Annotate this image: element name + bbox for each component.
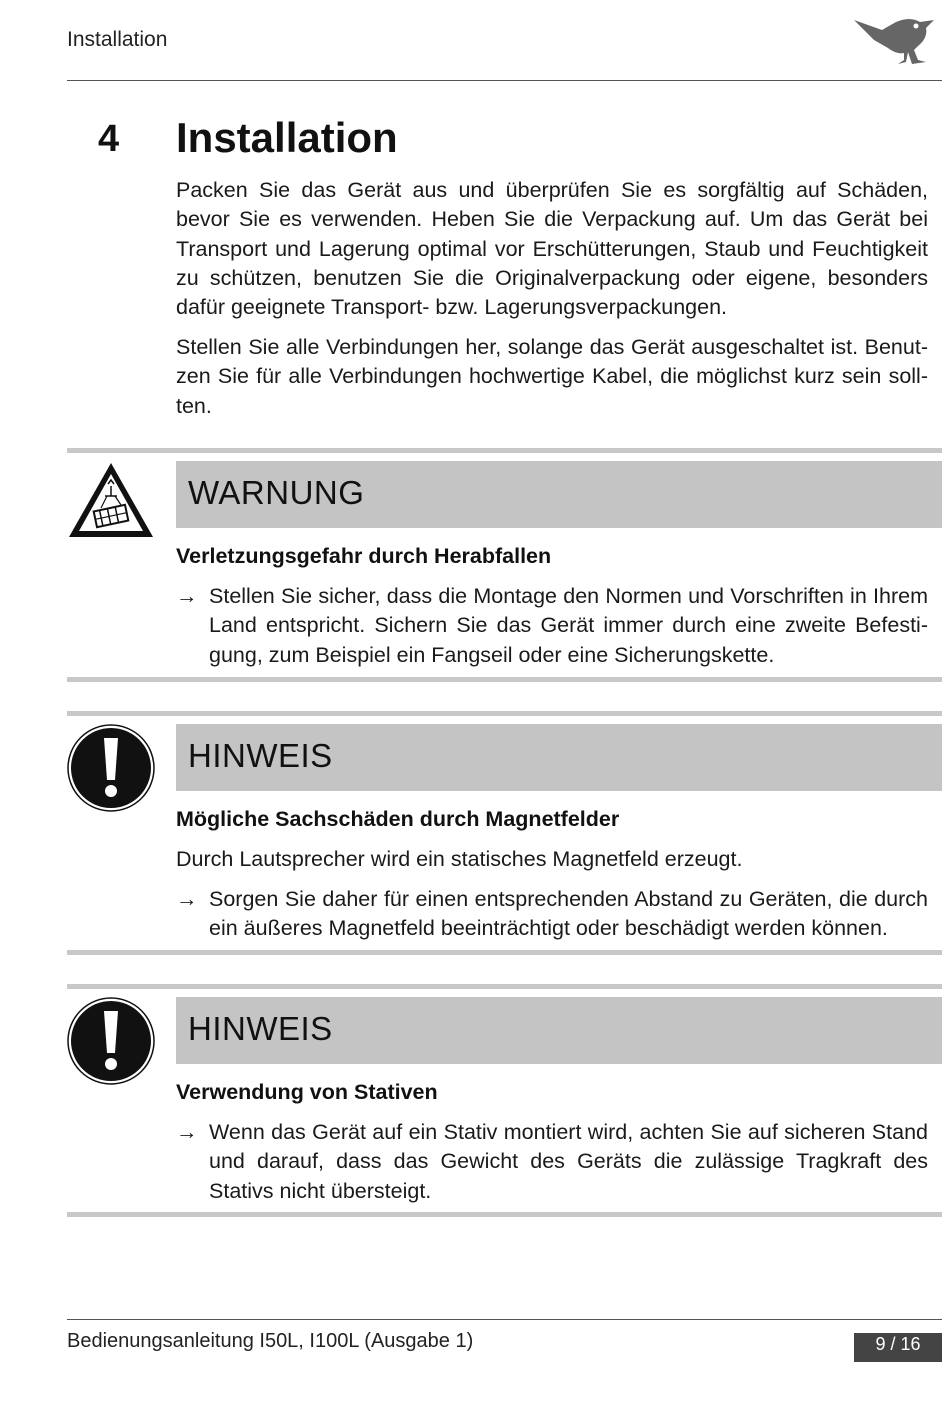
notice1-signal-bar xyxy=(176,724,942,791)
intro-paragraph-1: Packen Sie das Gerät aus und überprüfen Sie es sorgfältig auf Schäden, bevor Sie es verwenden. Heben Sie die Verpackung auf. Um das Gerät bei Transport und Lagerung optimal vor Erschütterungen, Staub und Feuchtigkeit zu schützen, benutzen Sie die Originalverpackung oder eigene, besonders dafür geeignete Transport- bzw. Lagerungsverpackungen. xyxy=(176,178,928,320)
arrow-right-icon: → xyxy=(176,584,198,608)
notice2-bullet-text: Wenn das Gerät auf ein Stativ montiert wird, achten Sie auf sicheren Stand und darauf, dass das Gewicht des Geräts die zulässige Tragkraft des Stativs nicht übersteigt. xyxy=(209,1120,928,1203)
footer-rule xyxy=(67,1319,942,1320)
page-number: 9 / 16 xyxy=(854,1333,942,1362)
falling-load-warning-icon xyxy=(67,460,155,540)
notice1-bullet-text: Sorgen Sie daher für einen entsprechenden Abstand zu Geräten, die durch ein äußeres Magnetfeld beeinträchtigt oder beschädigt werden können. xyxy=(209,887,928,941)
notice2-top-rule xyxy=(67,984,942,989)
notice1-bullet xyxy=(176,885,928,944)
notice1-bottom-rule xyxy=(67,950,942,955)
notice2-signal-word: HINWEIS xyxy=(188,1010,333,1047)
footer-manual-title: Bedienungsanleitung I50L, I100L (Ausgabe 1) xyxy=(67,1330,474,1352)
notice1-heading: Mögliche Sachschäden durch Magnetfelder xyxy=(176,807,620,831)
exclamation-notice-icon xyxy=(67,997,155,1085)
running-header: Installation xyxy=(67,28,168,51)
chapter-title: Installation xyxy=(176,114,398,161)
intro-paragraph-2: Stellen Sie alle Verbindungen her, solange das Gerät ausgeschaltet ist. Benutzen Sie für alle Verbindungen hochwertige Kabel, die möglichst kurz sein sollten. xyxy=(176,335,928,418)
notice2-heading: Verwendung von Stativen xyxy=(176,1080,438,1104)
notice2-signal-bar xyxy=(176,997,942,1064)
warning-top-rule xyxy=(67,448,942,453)
chapter-number: 4 xyxy=(98,118,120,160)
notice1-signal-word: HINWEIS xyxy=(188,737,333,774)
warning-signal-bar xyxy=(176,461,942,528)
notice2-bottom-rule xyxy=(67,1212,942,1217)
exclamation-notice-icon xyxy=(67,724,155,812)
arrow-right-icon: → xyxy=(176,887,198,911)
warning-signal-word: WARNUNG xyxy=(188,474,365,511)
warning-bottom-rule xyxy=(67,677,942,682)
warning-bullet-text: Stellen Sie sicher, dass die Montage den Normen und Vorschriften in Ihrem Land entspricht. Sichern Sie das Gerät immer durch eine zweite Befestigung, zum Beispiel ein Fangseil oder eine Sicherungskette. xyxy=(209,584,928,667)
notice2-bullet xyxy=(176,1118,928,1206)
notice1-text: Durch Lautsprecher wird ein statisches Magnetfeld erzeugt. xyxy=(176,847,743,871)
notice1-top-rule xyxy=(67,711,942,716)
warning-bullet xyxy=(176,582,928,670)
header-rule xyxy=(67,80,942,81)
bird-logo-icon xyxy=(852,16,942,68)
arrow-right-icon: → xyxy=(176,1120,198,1144)
warning-heading: Verletzungsgefahr durch Herabfallen xyxy=(176,544,552,568)
